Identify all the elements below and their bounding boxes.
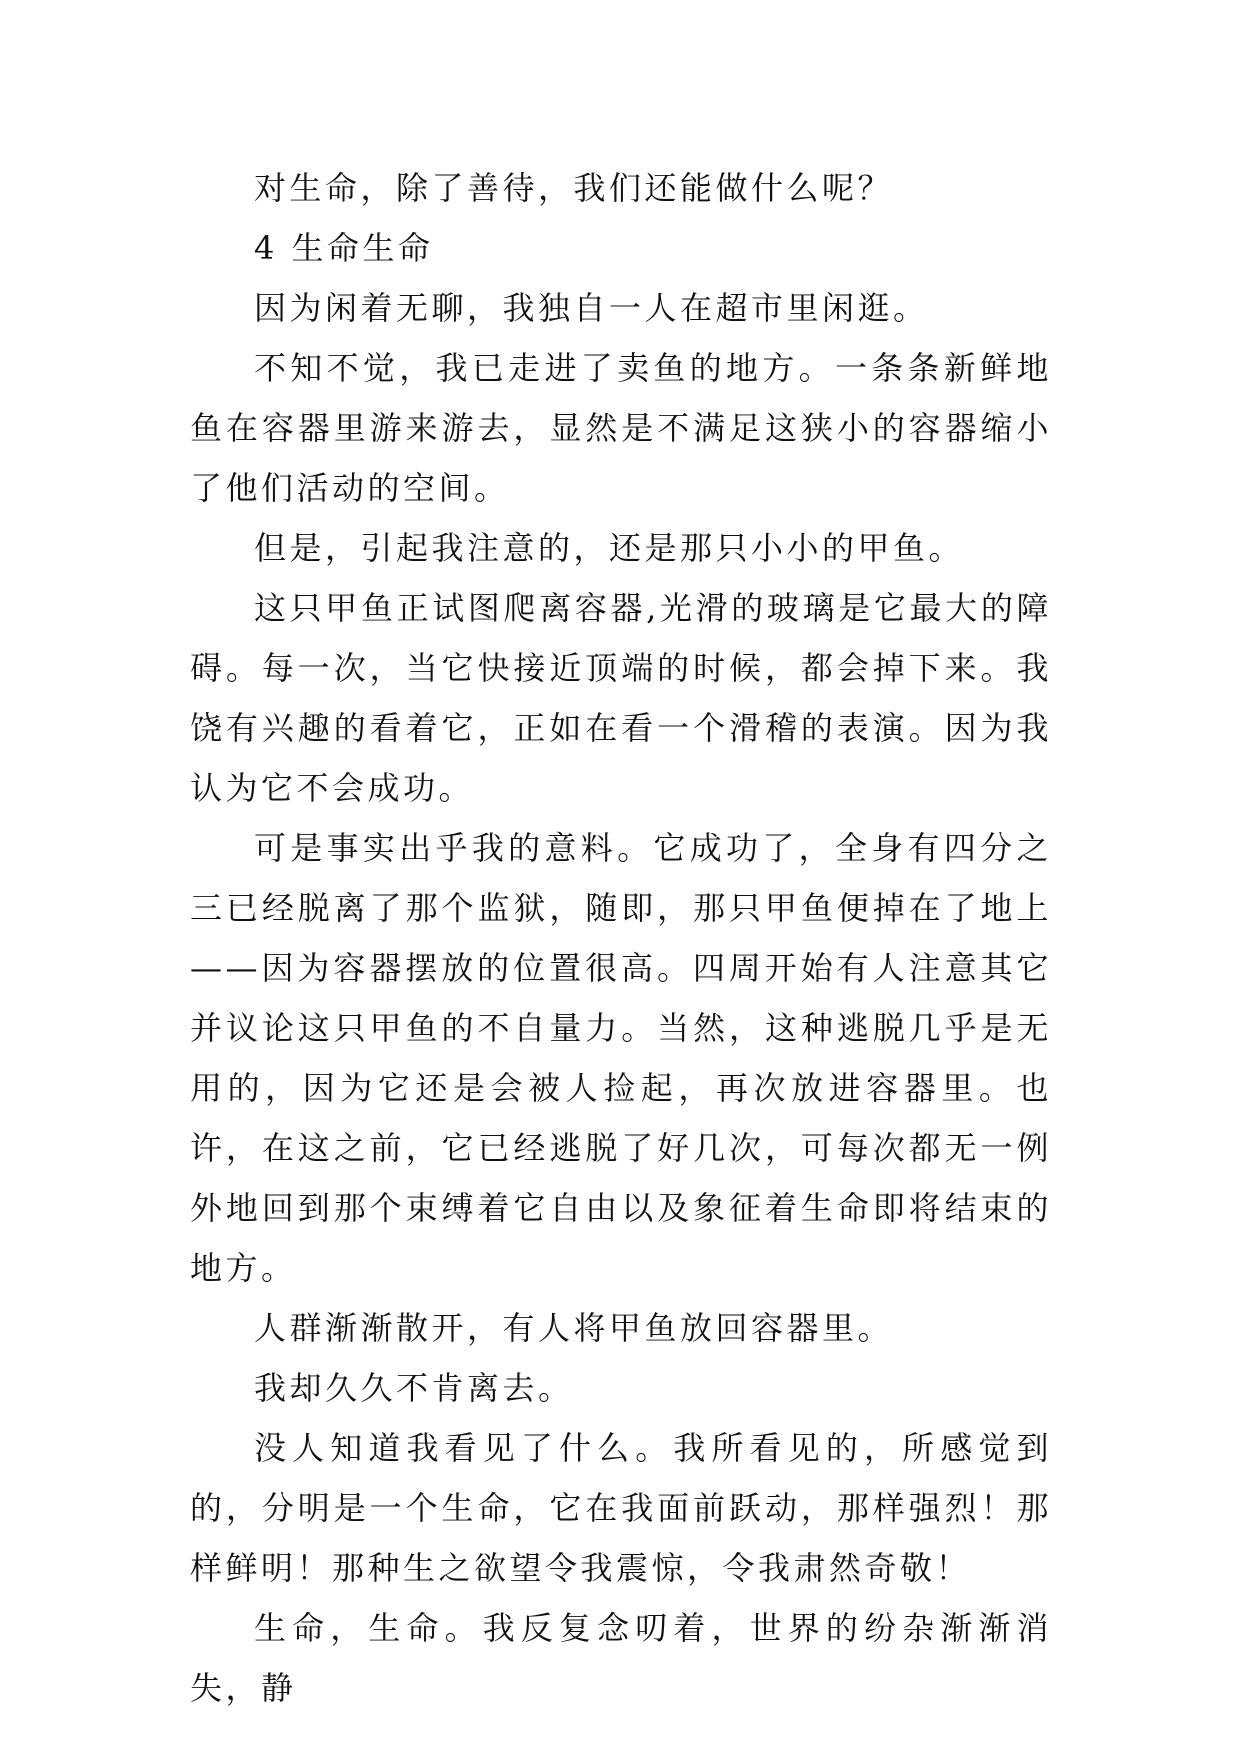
paragraph: 但是，引起我注意的，还是那只小小的甲鱼。: [254, 529, 965, 567]
section-heading: 4 生命生命: [254, 229, 434, 267]
paragraph: 不知不觉，我已走进了卖鱼的地方。一条条新鲜地鱼在容器里游来游去，显然是不满足这狭小的容器缩小了他们活动的空间。: [190, 349, 1052, 507]
paragraph: 没人知道我看见了什么。我所看见的，所感觉到的，分明是一个生命，它在我面前跃动，那样强烈！那样鲜明！那种生之欲望令我震惊，令我肃然奇敬！: [190, 1429, 1052, 1587]
document-page: [190, 158, 1052, 1718]
paragraph: 因为闲着无聊，我独自一人在超市里闲逛。: [254, 289, 929, 327]
paragraph: 这只甲鱼正试图爬离容器,光滑的玻璃是它最大的障碍。每一次，当它快接近顶端的时候，都会掉下来。我饶有兴趣的看着它，正如在看一个滑稽的表演。因为我认为它不会成功。: [190, 589, 1052, 807]
paragraph: 生命，生命。我反复念叨着，世界的纷杂渐渐消失，静: [190, 1609, 1052, 1707]
paragraph: 对生命，除了善待，我们还能做什么呢？: [254, 169, 894, 207]
paragraph: 人群渐渐散开，有人将甲鱼放回容器里。: [254, 1309, 894, 1347]
paragraph: 我却久久不肯离去。: [254, 1369, 574, 1407]
paragraph: 可是事实出乎我的意料。它成功了，全身有四分之三已经脱离了那个监狱，随即，那只甲鱼便掉在了地上——因为容器摆放的位置很高。四周开始有人注意其它并议论这只甲鱼的不自量力。当然，这种逃脱几乎是无用的，因为它还是会被人捡起，再次放进容器里。也许，在这之前，它已经逃脱了好几次，可每次都无一例外地回到那个束缚着它自由以及象征着生命即将结束的地方。: [190, 829, 1052, 1287]
